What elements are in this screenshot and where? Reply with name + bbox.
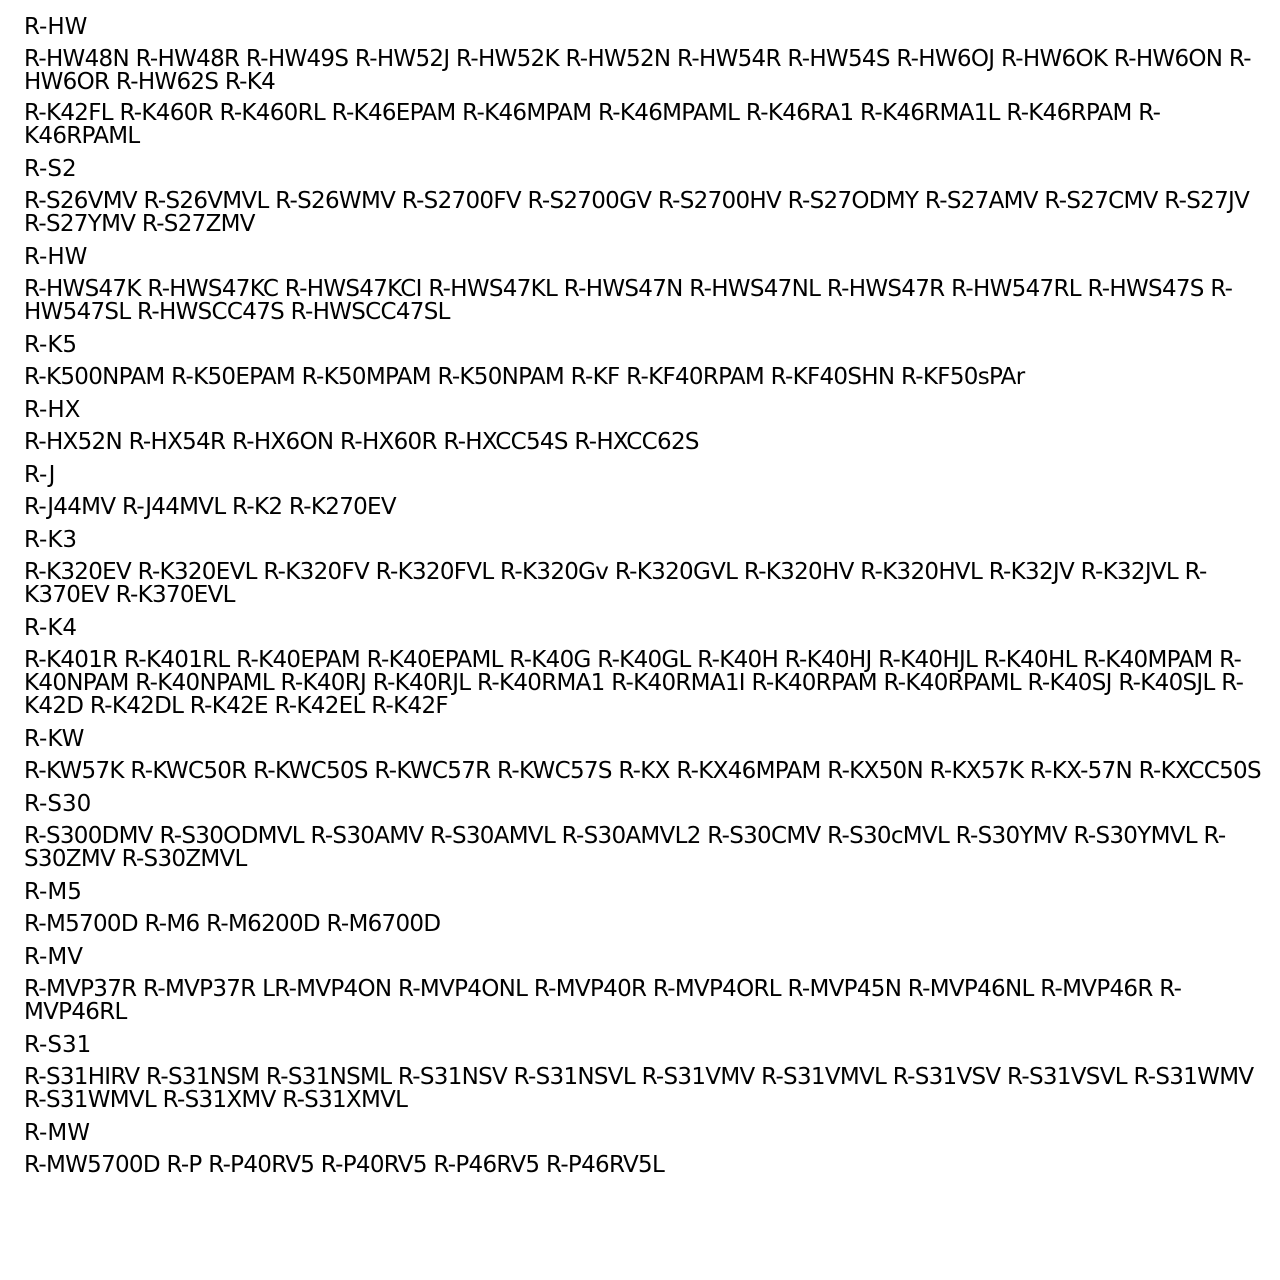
group-heading: R-K5 — [24, 332, 78, 358]
group-models: R-MW5700D R-P R-P40RV5 R-P40RV5 R-P46RV5 R-P46RV5L — [24, 1152, 665, 1178]
model-group — [24, 332, 1268, 389]
group-models: R-S300DMV R-S30ODMVL R-S30AMV R-S30AMVL R-S30AMVL2 R-S30CMV R-S30cMVL R-S30YMV R-S30YMVL R-S30ZMV R-S30ZMVL — [24, 823, 1226, 872]
model-group — [24, 462, 1268, 519]
group-models: R-J44MV R-J44MVL R-K2 R-K270EV — [24, 494, 396, 520]
group-heading: R-S30 — [24, 791, 92, 817]
group-models: R-K320EV R-K320EVL R-K320FV R-K320FVL R-K320Gv R-K320GVL R-K320HV R-K320HVL R-K32JV R-K32JVL R-K370EV R-K370EVL — [24, 559, 1207, 608]
model-group — [24, 1032, 1268, 1112]
model-group — [24, 156, 1268, 236]
group-heading: R-S2 — [24, 156, 77, 182]
model-group — [24, 944, 1268, 1024]
model-group — [24, 527, 1268, 607]
model-group — [24, 397, 1268, 454]
model-group — [24, 726, 1268, 783]
group-models: R-S31HIRV R-S31NSM R-S31NSML R-S31NSV R-S31NSVL R-S31VMV R-S31VMVL R-S31VSV R-S31VSVL R-S31WMV R-S31WMVL R-S31XMV R-S31XMVL — [24, 1064, 1254, 1113]
group-heading: R-J — [24, 462, 56, 488]
group-heading: R-K3 — [24, 527, 78, 553]
group-models: R-K500NPAM R-K50EPAM R-K50MPAM R-K50NPAM R-KF R-KF40RPAM R-KF40SHN R-KF50sPAr — [24, 364, 1025, 390]
group-models: R-K401R R-K401RL R-K40EPAM R-K40EPAML R-K40G R-K40GL R-K40H R-K40HJ R-K40HJL R-K40HL R-K40MPAM R-K40NPAM R-K40NPAML R-K40RJ R-K40RJL R-K40RMA1 R-K40RMA1I R-K40RPAM R-K40RPAML R-K40SJ R-K40SJL R-K42D R-K42DL R-K42E R-K42EL R-K42F — [24, 647, 1244, 719]
group-models: R-M5700D R-M6 R-M6200D R-M6700D — [24, 911, 441, 937]
group-heading: R-KW — [24, 726, 85, 752]
group-heading: R-K4 — [24, 615, 78, 641]
group-models: R-K42FL R-K460R R-K460RL R-K46EPAM R-K46MPAM R-K46MPAML R-K46RA1 R-K46RMA1L R-K46RPAM R-K46RPAML — [24, 100, 1161, 149]
model-group — [24, 791, 1268, 871]
group-heading: R-S31 — [24, 1032, 92, 1058]
group-heading: R-MV — [24, 944, 83, 970]
group-models: R-MVP37R R-MVP37R LR-MVP4ON R-MVP4ONL R-MVP40R R-MVP4ORL R-MVP45N R-MVP46NL R-MVP46R R-MVP46RL — [24, 976, 1182, 1025]
group-models: R-HWS47K R-HWS47KC R-HWS47KCI R-HWS47KL R-HWS47N R-HWS47NL R-HWS47R R-HW547RL R-HWS47S R-HW547SL R-HWSCC47S R-HWSCC47SL — [24, 276, 1233, 325]
model-group — [24, 14, 1268, 94]
group-heading: R-HW — [24, 14, 88, 40]
model-group — [24, 615, 1268, 718]
group-heading: R-HX — [24, 397, 81, 423]
model-group — [24, 1120, 1268, 1177]
group-models: R-HX52N R-HX54R R-HX6ON R-HX60R R-HXCC54S R-HXCC62S — [24, 429, 699, 455]
group-models: R-KW57K R-KWC50R R-KWC50S R-KWC57R R-KWC57S R-KX R-KX46MPAM R-KX50N R-KX57K R-KX-57N R-KXCC50S — [24, 758, 1261, 784]
model-group — [24, 879, 1268, 936]
model-group — [24, 102, 1268, 148]
model-group — [24, 244, 1268, 324]
group-models: R-S26VMV R-S26VMVL R-S26WMV R-S2700FV R-S2700GV R-S2700HV R-S27ODMY R-S27AMV R-S27CMV R-S27JV R-S27YMV R-S27ZMV — [24, 188, 1250, 237]
group-heading: R-MW — [24, 1120, 90, 1146]
group-heading: R-M5 — [24, 879, 82, 905]
group-heading: R-HW — [24, 244, 88, 270]
group-models: R-HW48N R-HW48R R-HW49S R-HW52J R-HW52K R-HW52N R-HW54R R-HW54S R-HW6OJ R-HW6OK R-HW6ON R-HW6OR R-HW62S R-K4 — [24, 46, 1251, 95]
